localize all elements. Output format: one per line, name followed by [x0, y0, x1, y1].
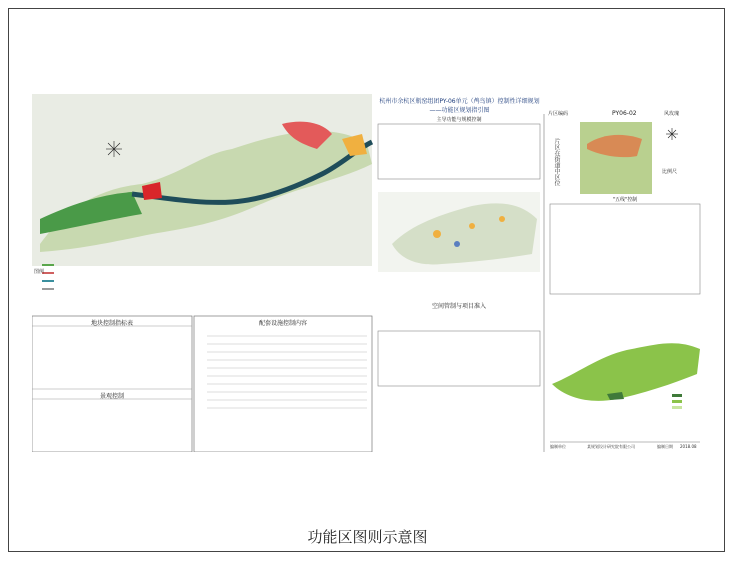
landscape-title: 景观控制 — [99, 393, 124, 400]
location-vertical-label: 片区在街道中区位 — [553, 138, 560, 186]
legend-title: 图例 — [34, 269, 45, 275]
plan-sheet — [32, 94, 707, 452]
figure-caption: 功能区图则示意图 — [307, 528, 428, 546]
sheet-title: 杭州市余杭区瓶窑组团PY-06单元（鸬鸟镇）控制性详细规划——功能区规划指引图 — [379, 98, 540, 114]
facility-table-title: 配套设施控制内容 — [258, 320, 307, 327]
footer-date: 2018.08 — [680, 444, 697, 449]
five-lines-title: "五线"控制 — [612, 197, 638, 203]
wind-rose-label: 风玫瑰 — [664, 111, 680, 117]
mid-table-title: 主导功能与规模控制 — [436, 117, 482, 123]
footer-right: 编制日期 — [657, 444, 673, 449]
subregion-label: 片区编码 — [548, 111, 569, 117]
subregion-code: PY06-02 — [612, 110, 637, 117]
control-index-title: 地块控制指标表 — [90, 320, 133, 327]
footer-mid: 某规划设计研究院有限公司 — [587, 444, 635, 449]
scale-label: 比例尺 — [662, 169, 678, 175]
space-control-title: 空间管制与项目准入 — [431, 303, 486, 310]
footer-left: 编制单位 — [550, 444, 566, 449]
